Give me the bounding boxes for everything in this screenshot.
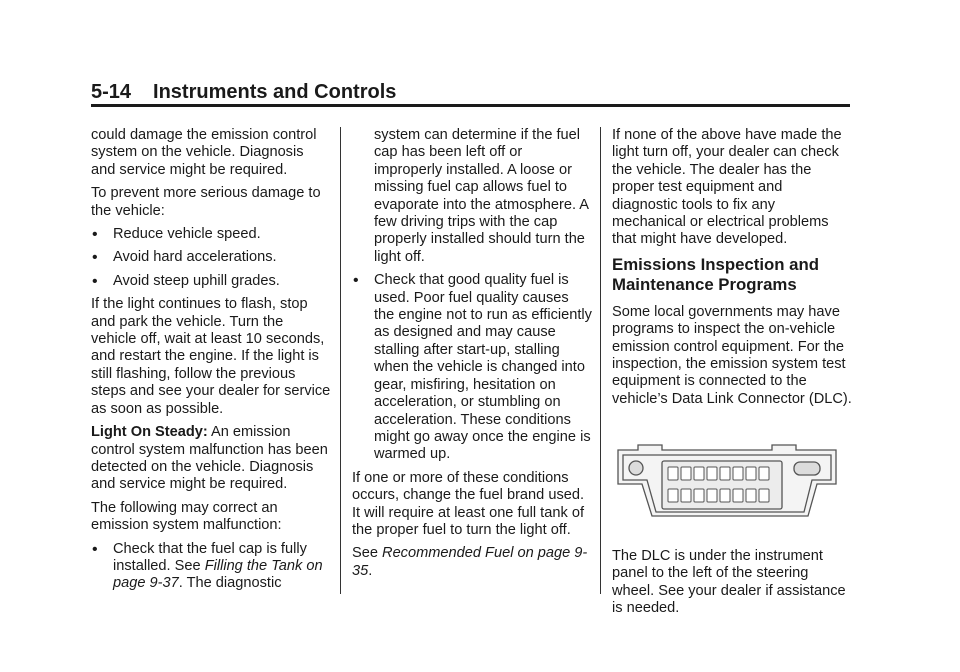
paragraph-text: See (352, 545, 383, 562)
section-heading: Emissions Inspection and Maintenance Programs (612, 254, 820, 294)
cross-reference-link[interactable]: Filling the Tank on page 9-37 (113, 557, 323, 592)
paragraph: If the light continues to flash, stop and park the vehicle. Turn the vehicle off, wait at least 10 seconds, and restart the engine. If the light is still flashing, follow the previous steps and see your dealer for service as soon as possible. (91, 296, 331, 417)
column-3 (612, 127, 852, 623)
bullet-item: • Reduce vehicle speed. (91, 226, 331, 243)
paragraph: The DLC is under the instrument panel to the left of the steering wheel. See your dealer if assistance is needed. (612, 547, 846, 616)
bullet-item (91, 541, 331, 593)
paragraph-text: . (368, 562, 373, 579)
paragraph: The following may correct an emission system malfunction: (91, 499, 282, 534)
bullet-item: • Check that good quality fuel is used. Poor fuel quality causes the engine not to run as efficiently as designed and may cause stalling after start-up, stalling when the vehicle is changed into gear, misfiring, hesitation on acceleration, or stumbling on acceleration. These conditions might go away once the engine is warmed up. (352, 272, 592, 463)
paragraph: Some local governments may have programs to inspect the on-vehicle emission control equipment. For the inspection, the emission system test equipment is connected to the vehicle’s Data Link Connector (DLC). (612, 303, 852, 407)
cross-reference-link[interactable]: Recommended Fuel on page 9-35 (352, 545, 588, 579)
bullet-item: • Avoid steep uphill grades. (91, 273, 331, 290)
paragraph: If none of the above have made the light turn off, your dealer can check the vehicle. The dealer has the proper test equipment and diagnostic tools to fix any mechanical or electrical problems that might have developed. (612, 127, 842, 248)
column-divider (600, 127, 601, 594)
bullet-continuation: system can determine if the fuel cap has been left off or improperly installed. A loose or missing fuel cap allows fuel to evaporate into the atmosphere. A few driving trips with the cap properly installed should turn the light off. (374, 127, 589, 265)
header-rule (91, 104, 850, 107)
bullet-item: • Avoid hard accelerations. (91, 249, 331, 266)
bullet-text: Check that the fuel cap is fully installed. See (113, 540, 307, 574)
light-on-steady-paragraph (91, 424, 331, 494)
paragraph: To prevent more serious damage to the vehicle: (91, 185, 321, 219)
paragraph: If one or more of these conditions occurs, change the fuel brand used. It will require at least one full tank of the proper fuel to turn the light off. (352, 469, 585, 538)
page-header (91, 80, 850, 104)
bullet-text: . The diagnostic (178, 575, 282, 592)
run-in-heading: Light On Steady: (91, 424, 208, 441)
section-title: Instruments and Controls (153, 81, 397, 103)
dlc-connector-illustration (612, 432, 840, 530)
paragraph-text: An emission control system malfunction has been detected on the vehicle. Diagnosis and service might be required. (91, 424, 328, 493)
paragraph: could damage the emission control system on the vehicle. Diagnosis and service might be required. (91, 127, 317, 178)
column-2 (352, 127, 592, 586)
column-divider (340, 127, 341, 594)
see-reference (352, 545, 592, 580)
column-1 (91, 127, 331, 599)
page-number: 5-14 (91, 81, 132, 103)
